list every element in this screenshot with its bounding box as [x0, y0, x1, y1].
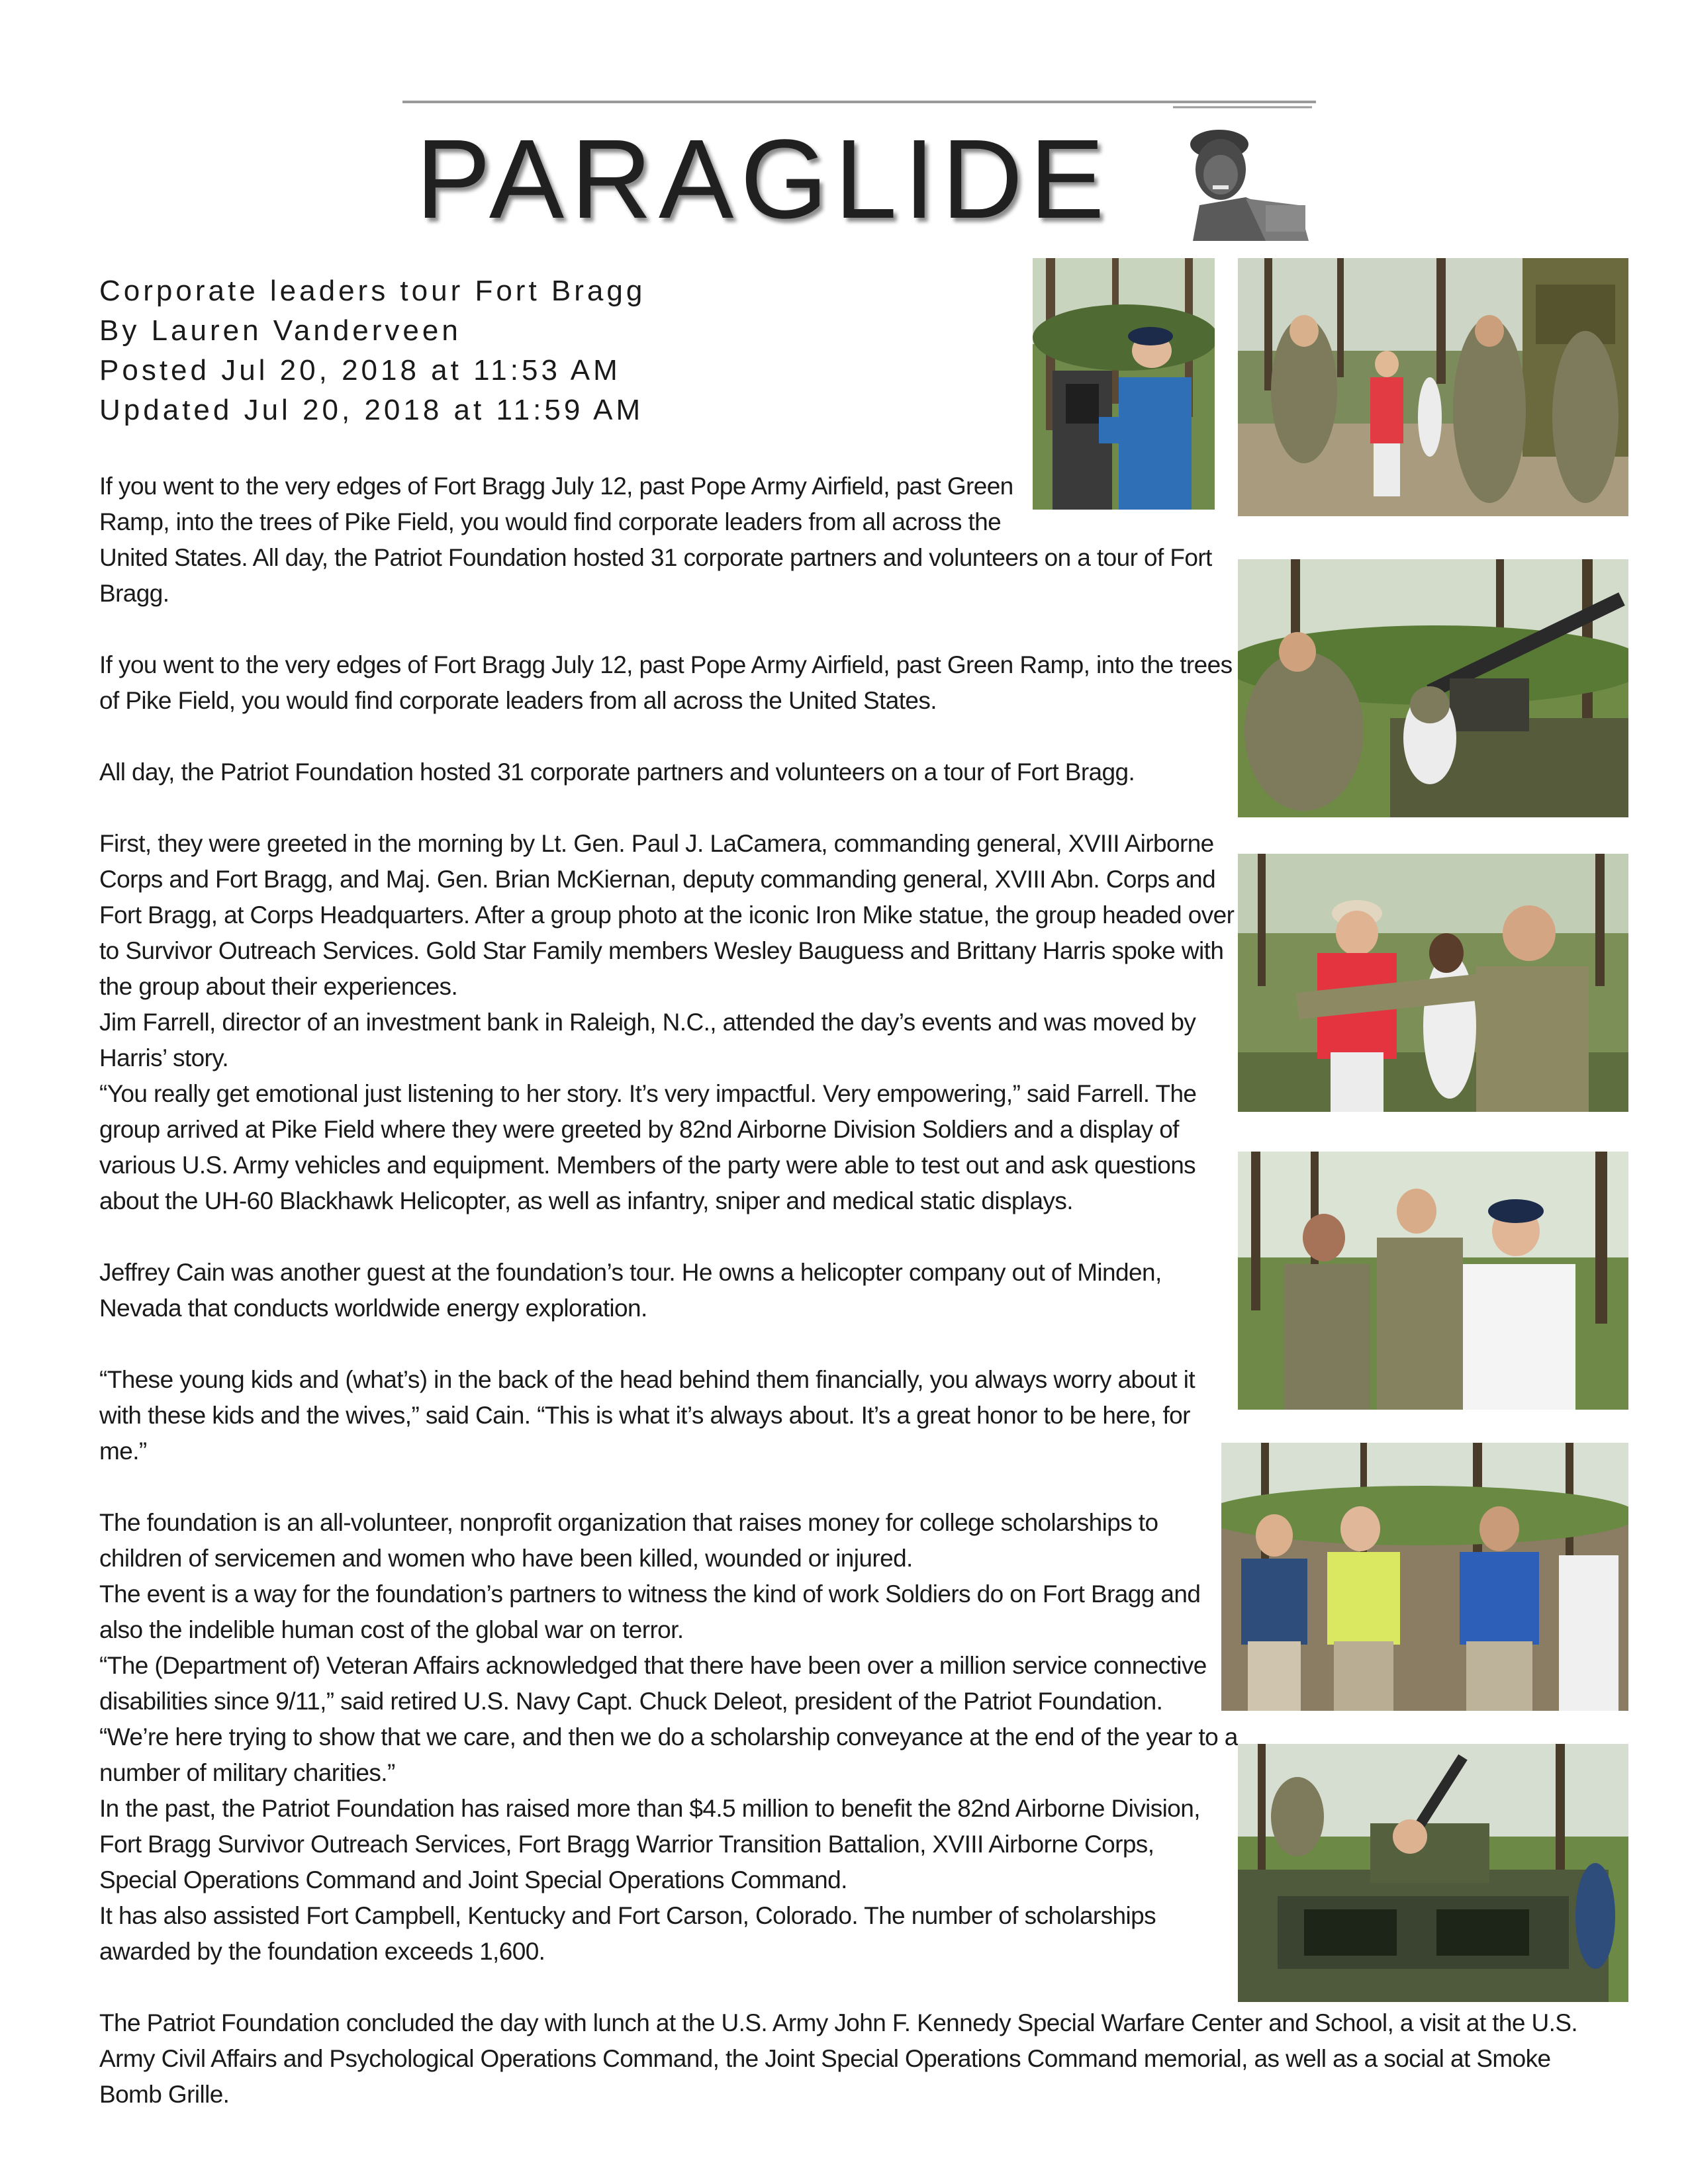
updated-date: Updated Jul 20, 2018 at 11:59 AM [99, 394, 644, 426]
photo-group-with-soldiers-truck [1238, 258, 1628, 516]
photo-soldiers-conversation [1238, 1152, 1628, 1410]
article-paragraph: The Patriot Foundation concluded the day with lunch at the U.S. Army John F. Kennedy Special Warfare Center and School, a visit at the U.S. Army Civil Affairs and Psychological Operations Command, the Joint Special Operations Command memorial, as well as a social at Smoke Bomb Grille. [99, 2009, 1578, 2108]
photo-humvee-turret [1238, 1744, 1628, 2002]
paratrooper-figure-icon [1173, 106, 1312, 241]
article-paragraph: It has also assisted Fort Campbell, Kentucky and Fort Carson, Colorado. The number of scholarships awarded by the foundation exceeds 1,600. [99, 1902, 1156, 1965]
photo-soldier-explaining [1238, 854, 1628, 1112]
article-paragraph: The event is a way for the foundation’s partners to witness the kind of work Soldiers do on Fort Bragg and also the indelible human cost of the global war on terror. [99, 1580, 1201, 1643]
article-paragraph: If you went to the very edges of Fort Bragg July 12, past Pope Army Airfield, past Green Ramp, into the trees of Pike Field, you would find corporate leaders from all across the United States. All day, the Patriot Foundation hosted 31 corporate partners and volunteers on a tour of Fort Bragg. [99, 473, 1212, 607]
article-paragraph: The foundation is an all-volunteer, nonprofit organization that raises money for college scholarships to children of servicemen and women who have been killed, wounded or injured. [99, 1509, 1158, 1572]
article-paragraph: “We’re here trying to show that we care, and then we do a scholarship conveyance at the end of the year to a number of military charities.” [99, 1723, 1238, 1786]
masthead-title: PARAGLIDE [416, 116, 1111, 242]
photo-man-at-equipment [1033, 258, 1215, 510]
article-paragraph: “The (Department of) Veteran Affairs acknowledged that there have been over a million service connective disabilities since 9/11,” said retired U.S. Navy Capt. Chuck Deleot, president of the Patriot Foundation. [99, 1652, 1207, 1715]
article-paragraph: “These young kids and (what’s) in the back of the head behind them financially, you always worry about it with these kids and the wives,” said Cain. “This is what it’s always about. It’s a great honor to be here, for me.” [99, 1366, 1196, 1465]
photo-machine-gun-demo [1238, 559, 1628, 817]
headline: Corporate leaders tour Fort Bragg [99, 275, 646, 307]
article-paragraph: “You really get emotional just listening to her story. It’s very impactful. Very empowering,” said Farrell. The group arrived at Pike Field where they were greeted by 82nd Airborne Division Soldiers and a display of various U.S. Army vehicles and equipment. Members of the party were able to test out and ask questions about the UH-60 Blackhawk Helicopter, as well as infantry, sniper and medical static displays. [99, 1080, 1197, 1214]
article-paragraph: All day, the Patriot Foundation hosted 31 corporate partners and volunteers on a tour of Fort Bragg. [99, 758, 1135, 786]
photo-visitors-in-woods [1221, 1443, 1628, 1711]
article-body [99, 469, 1578, 2113]
article-paragraph: Jeffrey Cain was another guest at the foundation’s tour. He owns a helicopter company out of Minden, Nevada that conducts worldwide energy exploration. [99, 1259, 1162, 1322]
article-paragraph: First, they were greeted in the morning by Lt. Gen. Paul J. LaCamera, commanding general, XVIII Airborne Corps and Fort Bragg, and Maj. Gen. Brian McKiernan, deputy commanding general, XVIII Abn. Corps and Fort Bragg, at Corps Headquarters. After a group photo at the iconic Iron Mike statue, the group headed over to Survivor Outreach Services. Gold Star Family members Wesley Bauguess and Brittany Harris spoke with the group about their experiences. [99, 830, 1235, 1000]
article-paragraph: Jim Farrell, director of an investment bank in Raleigh, N.C., attended the day’s events and was moved by Harris’ story. [99, 1009, 1196, 1071]
posted-date: Posted Jul 20, 2018 at 11:53 AM [99, 354, 621, 387]
article-paragraph: If you went to the very edges of Fort Bragg July 12, past Pope Army Airfield, past Green Ramp, into the trees of Pike Field, you would find corporate leaders from all across the United States. [99, 651, 1233, 714]
article-paragraph: In the past, the Patriot Foundation has raised more than $4.5 million to benefit the 82nd Airborne Division, Fort Bragg Survivor Outreach Services, Fort Bragg Warrior Transition Battalion, XVIII Airborne Corps, Special Operations Command and Joint Special Operations Command. [99, 1795, 1200, 1893]
byline: By Lauren Vanderveen [99, 314, 461, 347]
masthead-rule [402, 101, 1316, 103]
